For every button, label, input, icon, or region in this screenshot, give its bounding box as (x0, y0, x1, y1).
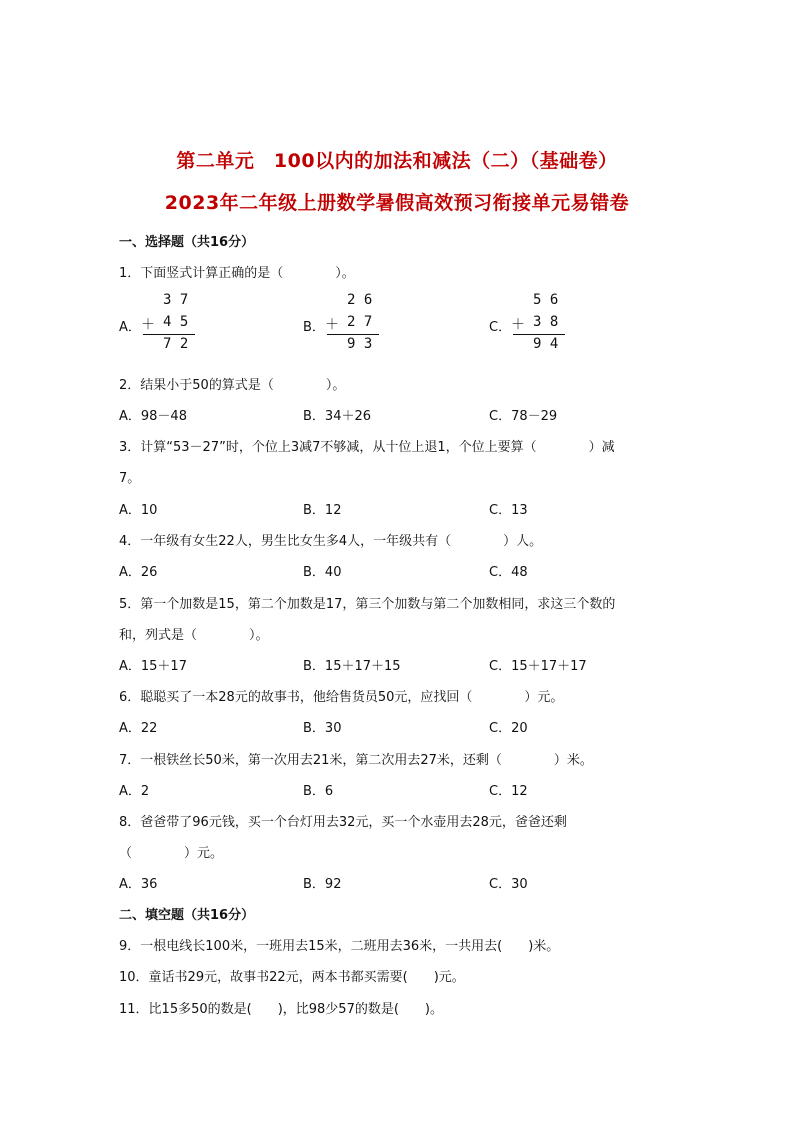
question-5-option-c: C．15＋17＋17 (489, 659, 587, 674)
question-4-option-c: C．48 (489, 565, 528, 580)
question-3-stem: 3．计算“53－27”时，个位上3减7不够减，从十位上退1，个位上要算（ ）减 (119, 440, 615, 455)
question-4-option-b: B．40 (303, 565, 342, 580)
addend-bottom: 3 8 (533, 314, 559, 330)
question-8-option-c: C．30 (489, 877, 528, 892)
question-2-option-a: A．98－48 (119, 409, 187, 424)
calc-bar (513, 334, 565, 335)
question-6-stem: 6．聪聪买了一本28元的故事书，他给售货员50元，应找回（ ）元。 (119, 690, 564, 705)
calc-result: 9 3 (347, 336, 373, 352)
question-8-option-a: A．36 (119, 877, 158, 892)
question-5-option-b: B．15＋17＋15 (303, 659, 401, 674)
page-subtitle: 2023年二年级上册数学暑假高效预习衔接单元易错卷 (164, 192, 630, 214)
calc-bar (327, 334, 379, 335)
question-8-stem: 8．爸爸带了96元钱，买一个台灯用去32元，买一个水壶用去28元，爸爸还剩 (119, 815, 567, 830)
question-4-stem: 4．一年级有女生22人，男生比女生多4人，一年级共有（ ）人。 (119, 534, 543, 549)
question-7-stem: 7．一根铁丝长50米，第一次用去21米，第二次用去27米，还剩（ ）米。 (119, 753, 593, 768)
question-1-stem: 1．下面竖式计算正确的是（ ）。 (119, 266, 355, 281)
section-heading-choice: 一、选择题（共16分） (119, 235, 255, 250)
question-3-stem-cont: 7。 (119, 471, 141, 486)
option-label: B． (303, 320, 325, 335)
question-3-option-a: A．10 (119, 503, 158, 518)
addend-bottom: 2 7 (347, 314, 373, 330)
question-3-option-b: B．12 (303, 503, 342, 518)
addend-top: 2 6 (347, 292, 373, 308)
question-7-option-a: A．2 (119, 784, 150, 799)
calc-bar (143, 334, 195, 335)
question-7-option-b: B．6 (303, 784, 334, 799)
addend-top: 3 7 (163, 292, 189, 308)
question-8-option-b: B．92 (303, 877, 342, 892)
question-10-stem: 10．童话书29元，故事书22元，两本书都买需要( )元。 (119, 970, 465, 985)
question-5-stem: 5．第一个加数是15，第二个加数是17，第三个加数与第二个加数相同，求这三个数的 (119, 597, 616, 612)
question-6-option-c: C．20 (489, 721, 528, 736)
question-11-stem: 11．比15多50的数是( )，比98少57的数是( )。 (119, 1002, 443, 1017)
question-4-option-a: A．26 (119, 565, 158, 580)
question-6-option-a: A．22 (119, 721, 158, 736)
calc-result: 7 2 (163, 336, 189, 352)
question-3-option-c: C．13 (489, 503, 528, 518)
plus-sign: ＋ (325, 317, 339, 333)
option-label: C． (489, 320, 512, 335)
question-8-stem-cont: （ ）元。 (119, 846, 224, 861)
plus-sign: ＋ (511, 317, 525, 333)
addend-top: 5 6 (533, 292, 559, 308)
question-5-option-a: A．15＋17 (119, 659, 187, 674)
page-title: 第二单元 100以内的加法和减法（二）（基础卷） (176, 150, 618, 172)
question-9-stem: 9．一根电线长100米，一班用去15米，二班用去36米，一共用去( )米。 (119, 939, 560, 954)
addend-bottom: 4 5 (163, 314, 189, 330)
question-2-option-b: B．34＋26 (303, 409, 372, 424)
option-label: A． (119, 320, 141, 335)
calc-result: 9 4 (533, 336, 559, 352)
question-6-option-b: B．30 (303, 721, 342, 736)
section-heading-fill: 二、填空题（共16分） (119, 908, 255, 923)
question-7-option-c: C．12 (489, 784, 528, 799)
question-2-stem: 2．结果小于50的算式是（ ）。 (119, 378, 346, 393)
question-2-option-c: C．78－29 (489, 409, 558, 424)
question-5-stem-cont: 和，列式是（ ）。 (119, 628, 269, 643)
plus-sign: ＋ (141, 317, 155, 333)
